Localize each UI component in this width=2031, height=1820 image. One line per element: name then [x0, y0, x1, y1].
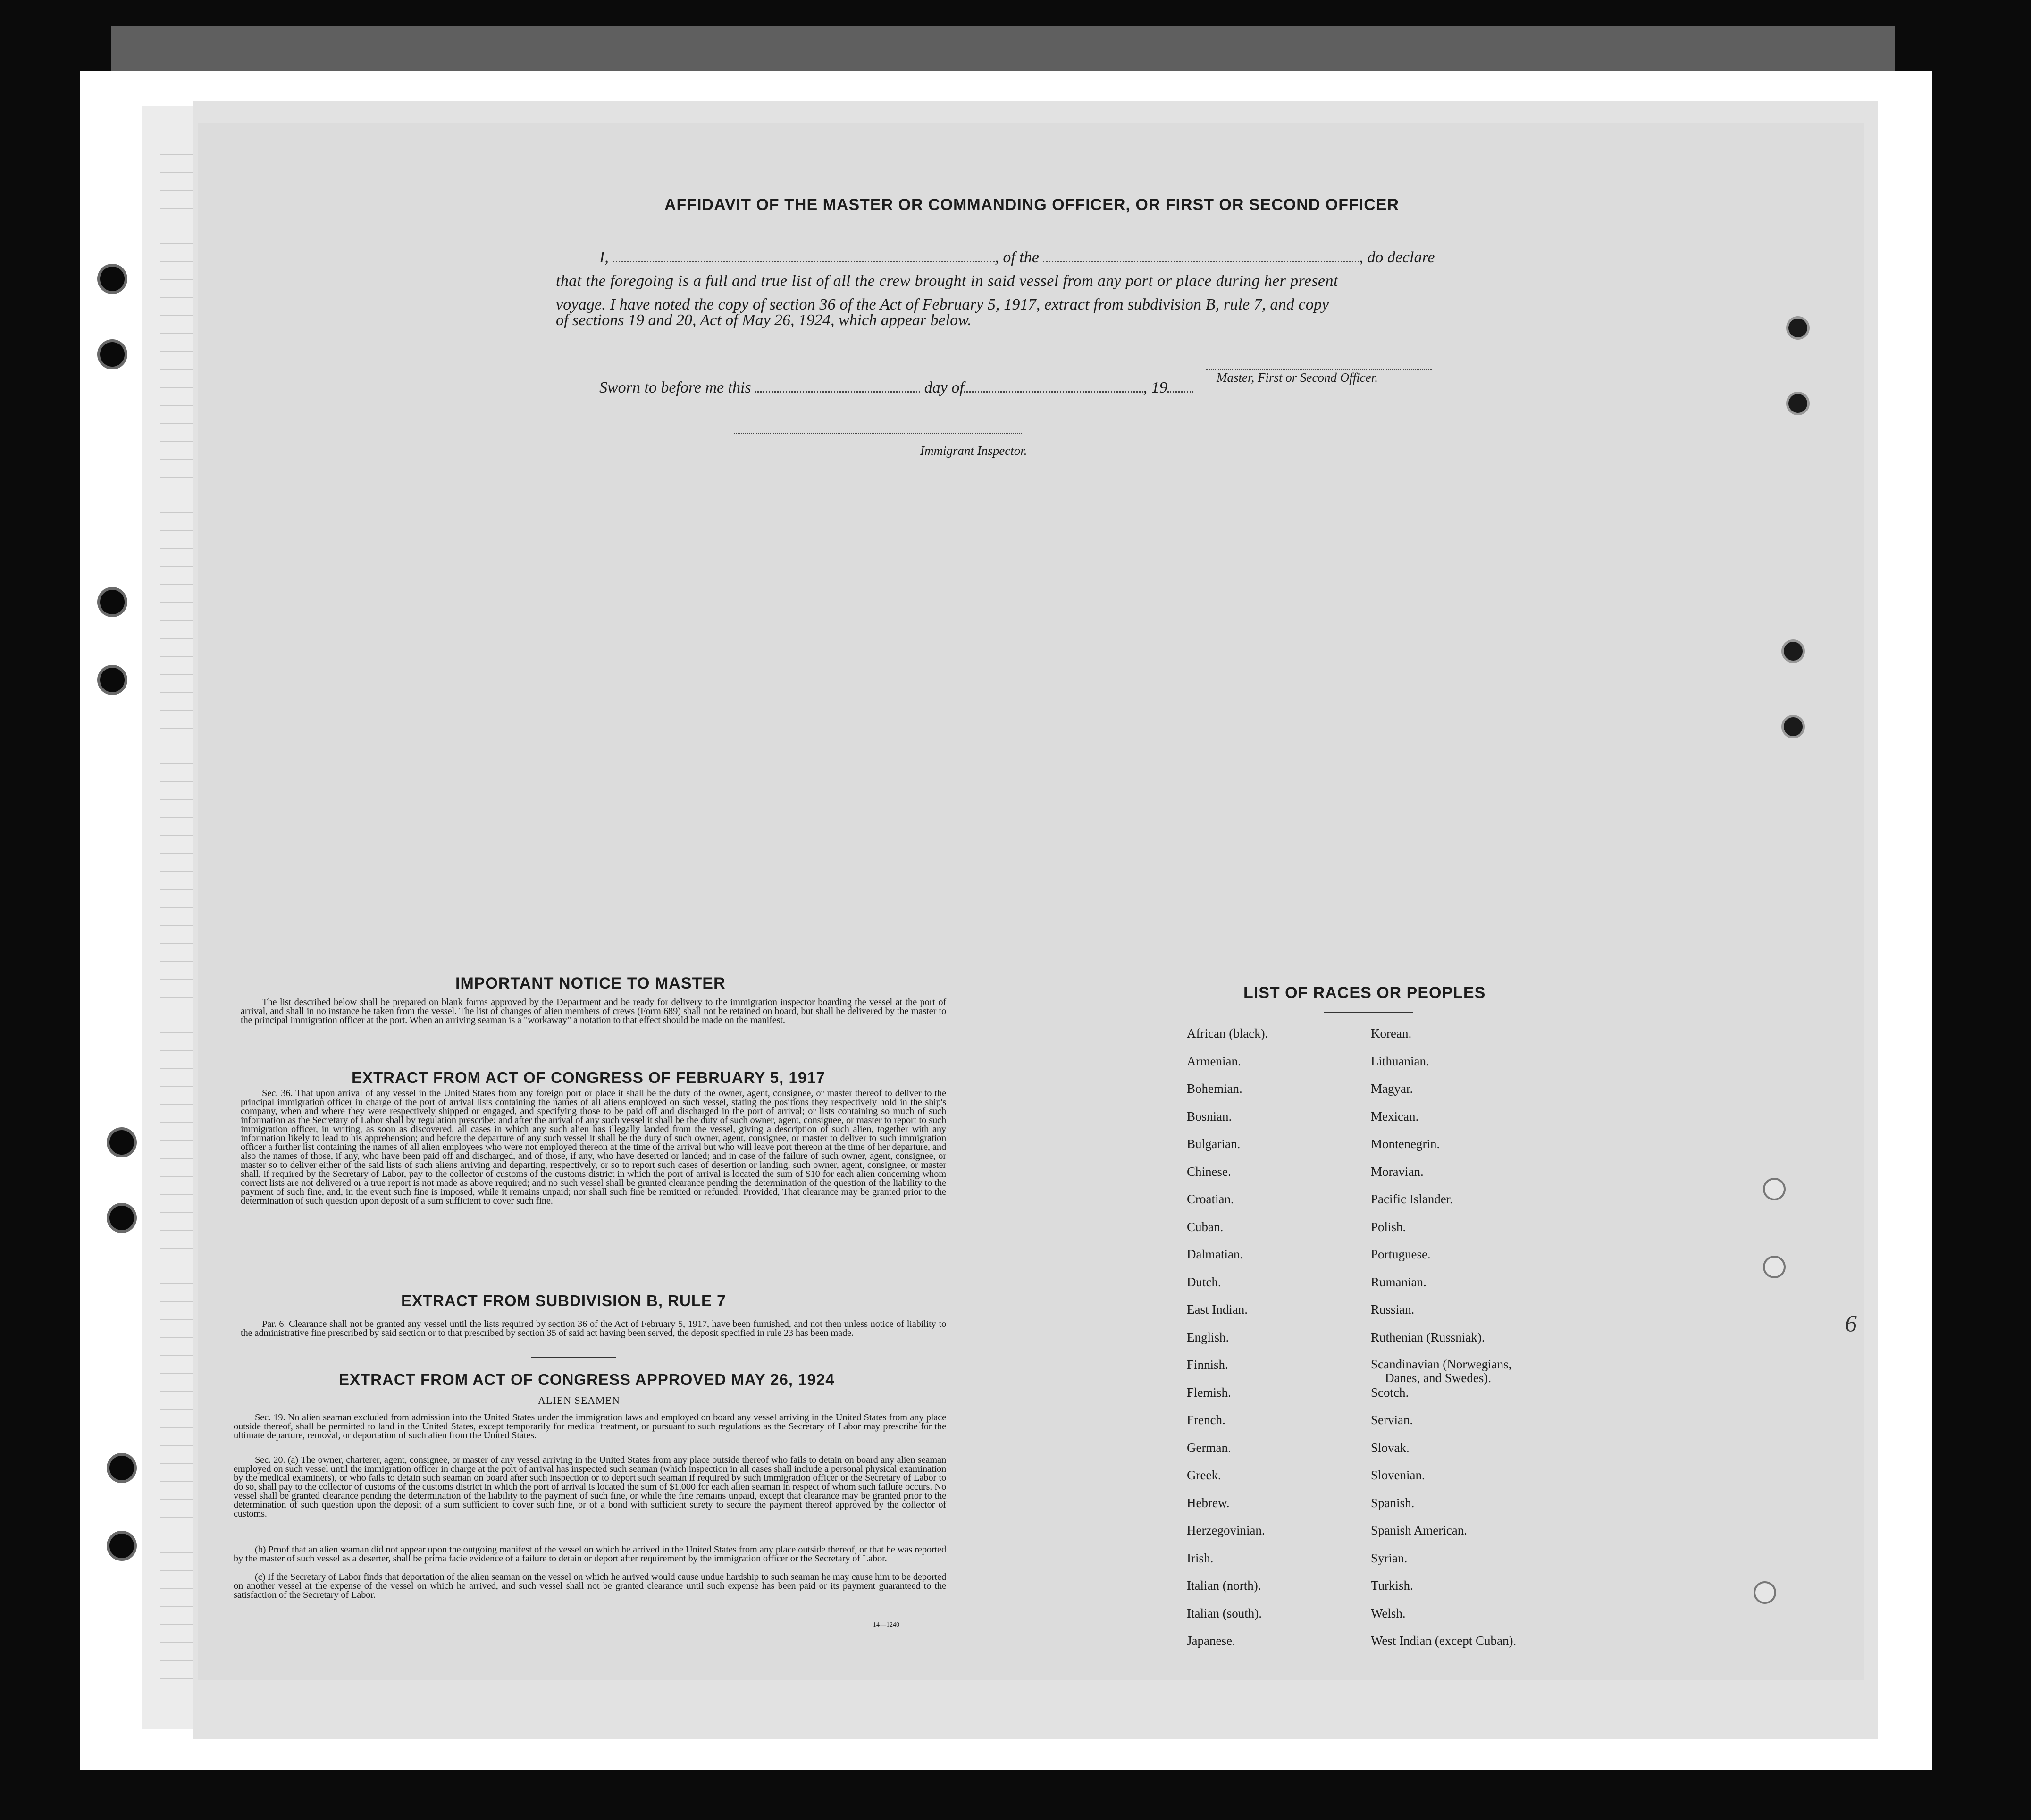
notice-title: IMPORTANT NOTICE TO MASTER [455, 974, 726, 992]
day-of-label: day of [924, 379, 964, 396]
race-item: Dalmatian. [1187, 1247, 1243, 1261]
race-item: Italian (north). [1187, 1578, 1261, 1593]
punch-hole-icon [109, 1534, 134, 1558]
race-item: Moravian. [1371, 1164, 1424, 1179]
affidavit-line-1 [599, 249, 1435, 267]
section-20c-text: (c) If the Secretary of Labor finds that deportation of the alien seaman on the vessel on which he arrived would cause undue hardship to such seaman he may cause him to be deported on another vessel at the expense of the vessel on which he arrived, and such vessel shall not be granted clearance until such expense has been paid or its payment guaranteed to the satisfaction of the Secretary of Labor. [234, 1572, 946, 1600]
punch-hole-icon [1788, 319, 1807, 337]
race-item: Slovak. [1371, 1440, 1410, 1455]
section-divider [531, 1357, 616, 1358]
race-item: Russian. [1371, 1302, 1415, 1317]
race-item: Portuguese. [1371, 1247, 1431, 1261]
affidavit-title: AFFIDAVIT OF THE MASTER OR COMMANDING OFFICER, OR FIRST OR SECOND OFFICER [664, 196, 1399, 214]
race-item: Turkish. [1371, 1578, 1413, 1593]
race-item: Korean. [1371, 1026, 1412, 1040]
punch-hole-icon [109, 1456, 134, 1480]
extract-1917-title: EXTRACT FROM ACT OF CONGRESS OF FEBRUARY 5, 1917 [352, 1069, 825, 1086]
punch-hole-icon [100, 267, 125, 291]
affidavit-do-declare: , do declare [1359, 249, 1435, 266]
race-item: Spanish. [1371, 1495, 1415, 1510]
punch-hole-icon [100, 668, 125, 692]
race-item: Dutch. [1187, 1275, 1221, 1289]
race-item: Irish. [1187, 1551, 1214, 1565]
races-left-column [1187, 1026, 1268, 1661]
race-item: Finnish. [1187, 1358, 1228, 1372]
year-blank [1167, 381, 1193, 393]
race-item: Bosnian. [1187, 1109, 1232, 1124]
race-item-scandinavian: Scandinavian (Norwegians, [1371, 1357, 1512, 1371]
punch-hole-icon [109, 1130, 134, 1155]
race-item: Chinese. [1187, 1164, 1231, 1179]
race-item: Montenegrin. [1371, 1137, 1440, 1151]
race-item: Herzegovinian. [1187, 1523, 1265, 1537]
races-right-column [1371, 1026, 1516, 1661]
day-blank [755, 381, 920, 393]
race-item: Scotch. [1371, 1385, 1409, 1400]
race-item: Slovenian. [1371, 1468, 1425, 1482]
race-item: Rumanian. [1371, 1275, 1427, 1289]
punch-hole-icon [1765, 1180, 1784, 1199]
name-blank [613, 251, 995, 262]
punch-hole-icon [100, 342, 125, 367]
master-signature-label: Master, First or Second Officer. [1217, 370, 1378, 385]
rule-7-title: EXTRACT FROM SUBDIVISION B, RULE 7 [401, 1292, 726, 1309]
sworn-label: Sworn to before me this [599, 379, 751, 396]
extract-1924-title: EXTRACT FROM ACT OF CONGRESS APPROVED MAY 26, 1924 [339, 1371, 835, 1388]
race-item: East Indian. [1187, 1302, 1248, 1317]
race-item: Hebrew. [1187, 1495, 1230, 1510]
races-title-rule [1324, 1012, 1413, 1013]
punch-hole-icon [1765, 1258, 1784, 1276]
alien-seamen-subtitle: ALIEN SEAMEN [538, 1394, 620, 1406]
race-item: Spanish American. [1371, 1523, 1467, 1537]
affidavit-line-4: of sections 19 and 20, Act of May 26, 1924, which appear below. [556, 311, 972, 329]
inspector-label: Immigrant Inspector. [920, 444, 1027, 458]
race-item: West Indian (except Cuban). [1371, 1634, 1517, 1648]
race-item: Cuban. [1187, 1219, 1224, 1234]
race-item: Welsh. [1371, 1606, 1406, 1620]
margin-handwritten-mark: 6 [1845, 1310, 1857, 1336]
punch-hole-icon [1784, 717, 1803, 736]
race-item: Bulgarian. [1187, 1137, 1241, 1151]
race-item: Flemish. [1187, 1385, 1231, 1400]
inspector-signature-line [734, 433, 1022, 435]
punch-hole-icon [1788, 394, 1807, 413]
race-item: Greek. [1187, 1468, 1221, 1482]
race-item: English. [1187, 1330, 1229, 1344]
race-item: Armenian. [1187, 1054, 1241, 1068]
affidavit-of-the: , of the [995, 249, 1039, 266]
race-item: Lithuanian. [1371, 1054, 1429, 1068]
punch-hole-icon [1755, 1583, 1774, 1602]
affidavit-i: I, [599, 249, 609, 266]
punch-hole-icon [109, 1206, 134, 1230]
year-label: , 19 [1143, 379, 1167, 396]
race-item: African (black). [1187, 1026, 1268, 1040]
race-item: Italian (south). [1187, 1606, 1262, 1620]
extract-1917-text: Sec. 36. That upon arrival of any vessel in the United States from any foreign port or place it shall be the duty of the owner, agent, consignee, or master thereof to deliver to the principal immigration officer in charge of the port of arrival lists containing the names of all aliens employed on such vessel, stating the positions they respectively hold in the ship's company, when and where they were respectively shipped or engaged, and specifying those to be paid off and discharged in the port of arrival; or lists containing so much of such information as the Secretary of Labor shall by regulation prescribe; and after the arrival of any such vessel it shall be the duty of such owner, agent, consignee, or master to report to such immigration officer, in writing, as soon as discovered, all cases in which any such alien has illegally landed from the vessel, giving a description of such alien, together with any information likely to lead to his apprehension; and before the departure of any such vessel it shall be the duty of such owner, agent, consignee, or master to deliver to such immigration officer a further list containing the names of all alien employees who were not employed thereon at the time of the arrival but who will leave port thereon at the time of her departure, and also the names of those, if any, who have been paid off and discharged, and of those, if any, who have deserted or landed; and in case of the failure of such owner, agent, consignee, or master so to deliver either of the said lists of such aliens arriving and departing, respectively, or so to report such cases of desertion or landing, such owner, agent, consignee, or master shall, if required by the Secretary of Labor, pay to the collector of customs of the customs district in which the port of arrival is located the sum of $10 for each alien concerning whom correct lists are not delivered or a true report is not made as above required; and no such vessel shall be granted clearance pending the determination of the question of the liability to the payment of such fine, and, in the event such fine is imposed, while it remains unpaid; nor shall such fine be remitted or refunded: Provided, That clearance may be granted prior to the determination of such question upon deposit of a sum sufficient to cover such fine. [241, 1088, 946, 1206]
vessel-blank [1043, 251, 1359, 262]
race-item: German. [1187, 1440, 1231, 1455]
sworn-line [599, 379, 1193, 397]
affidavit-line-3: voyage. I have noted the copy of section 36 of the Act of February 5, 1917, extract from subdivision B, rule 7, and copy [556, 296, 1329, 313]
punch-hole-icon [100, 590, 125, 614]
race-item-scandinavian-cont: Danes, and Swedes). [1385, 1371, 1491, 1385]
race-item: Ruthenian (Russniak). [1371, 1330, 1485, 1344]
section-19-text: Sec. 19. No alien seaman excluded from admission into the United States under the immigration laws and employed on board any vessel arriving in the United States from any place outside thereof, shall be permitted to land in the United States, except temporarily for medical treatment, or pursuant to such regulations as the Secretary of Labor may prescribe for the ultimate departure, removal, or deportation of such alien from the United States. [234, 1412, 946, 1441]
back-sheet-edge [111, 26, 1895, 75]
race-item: Bohemian. [1187, 1082, 1242, 1096]
ruled-margin-lines [160, 137, 193, 1694]
affidavit-line-2: that the foregoing is a full and true list of all the crew brought in said vessel from any port or place during her present [556, 272, 1338, 290]
document-page [198, 123, 1864, 1680]
race-item [1371, 1358, 1516, 1385]
rule-7-text: Par. 6. Clearance shall not be granted any vessel until the lists required by section 36 of the Act of February 5, 1917, have been furnished, and not then unless notice of liability to the administrative fine prescribed by said section or to that prescribed by section 35 of said act having been served, the deposit specified in rule 23 has been made. [241, 1319, 946, 1338]
race-item: Pacific Islander. [1371, 1192, 1453, 1206]
race-item: Polish. [1371, 1219, 1406, 1234]
month-blank [964, 381, 1143, 393]
punch-hole-icon [1784, 642, 1803, 661]
race-item: Servian. [1371, 1413, 1413, 1427]
race-item: Magyar. [1371, 1082, 1413, 1096]
form-number: 14—1240 [873, 1621, 899, 1628]
section-20b-text: (b) Proof that an alien seaman did not appear upon the outgoing manifest of the vessel on which he arrived in the United States from any place outside thereof, or that he was reported by the master of such vessel as a deserter, shall be prima facie evidence of a failure to detain or deport after requirement by the immigration officer or the Secretary of Labor. [234, 1544, 946, 1564]
race-item: Mexican. [1371, 1109, 1419, 1124]
races-title: LIST OF RACES OR PEOPLES [1243, 984, 1486, 1002]
race-item: French. [1187, 1413, 1225, 1427]
race-item: Croatian. [1187, 1192, 1234, 1206]
race-item: Syrian. [1371, 1551, 1408, 1565]
notice-text: The list described below shall be prepared on blank forms approved by the Department and be ready for delivery to the immigration inspector boarding the vessel at the port of arrival, and shall in no instance be taken from the vessel. The list of changes of alien members of crews (Form 689) shall not be retained on board, but shall be delivered by the master to the principal immigration officer at the port. When an arriving seaman is a "workaway" a notation to that effect should be made on the manifest. [241, 997, 946, 1025]
race-item: Japanese. [1187, 1634, 1235, 1648]
section-20a-text: Sec. 20. (a) The owner, charterer, agent, consignee, or master of any vessel arriving in the United States from any place outside thereof who fails to detain on board any alien seaman employed on such vessel until the immigration officer in charge at the port of arrival has inspected such seaman (which inspection in all cases shall include a personal physical examination by the medical examiners), or who fails to detain such seaman on board after such inspection or to deport such seaman if required by such immigration officer or the Secretary of Labor to do so, shall pay to the collector of customs of the customs district in which the port of arrival is located the sum of $1,000 for each alien seaman in respect of whom such failure occurs. No vessel shall be granted clearance pending the determination of the liability to the payment of such fine, or while the fine remains unpaid, except that clearance may be granted prior to the determination of such question upon the deposit of a sum sufficient to cover such fine, or of a bond with sufficient surety to secure the payment thereof approved by the collector of customs. [234, 1455, 946, 1519]
